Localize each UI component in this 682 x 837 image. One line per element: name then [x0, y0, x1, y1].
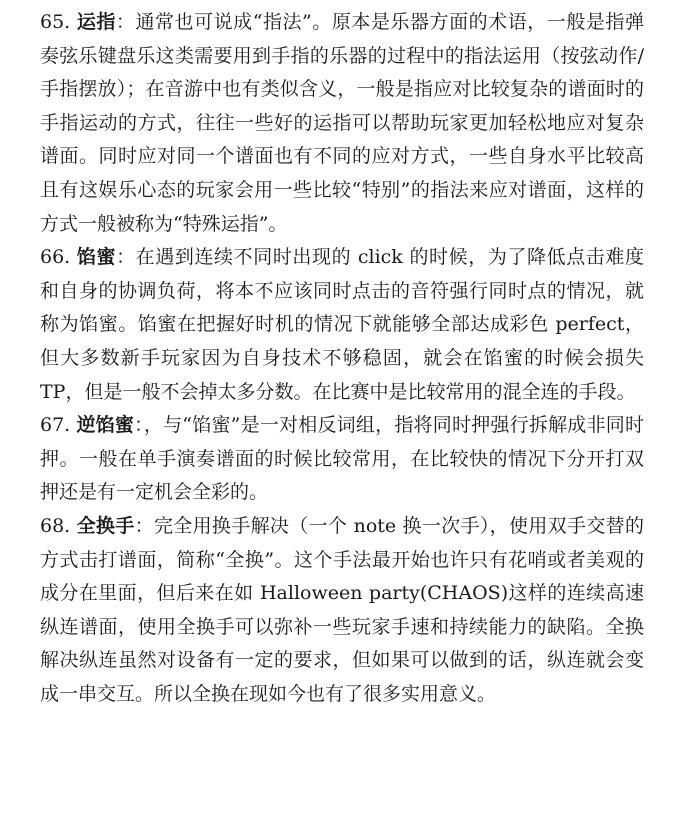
entry-separator: ： [134, 414, 144, 437]
entry-number: 67. [40, 414, 77, 437]
entry-separator: ： [116, 246, 136, 269]
entry-number: 68. [40, 514, 77, 537]
entry-definition: ，与“馅蜜”是一对相反词组，指将同时押强行拆解成非同时押。一般在单手演奏谱面的时候比较常用，在比较快的情况下分开打双押还是有一定机会全彩的。 [40, 414, 644, 504]
entry-number: 65. [40, 11, 77, 33]
glossary-entry-67 [40, 409, 644, 510]
entry-term: 全换手 [76, 514, 135, 537]
entry-term: 运指 [76, 11, 116, 33]
glossary-entry-66 [40, 241, 644, 409]
entry-term: 馅蜜 [76, 246, 117, 269]
entry-definition: 完全用换手解决（一个 note 换一次手），使用双手交替的方式击打谱面，简称“全换”。这个手法最开始也许只有花哨或者美观的成分在里面，但后来在如 Halloween party(CHAOS)这样的连续高速纵连谱面，使用全换手可以弥补一些玩家手速和持续能力的缺陷。全换解决纵连虽然对设备有一定的要求，但如果可以做到的话，纵连就会变成一串交互。所以全换在现如今也有了很多实用意义。 [40, 514, 644, 705]
glossary-entry-65 [40, 6, 644, 241]
glossary-entry-68 [40, 510, 644, 712]
entry-term: 逆馅蜜 [76, 414, 135, 437]
glossary-page [40, 6, 644, 711]
entry-separator: ： [115, 11, 136, 33]
entry-definition: 在遇到连续不同时出现的 click 的时候，为了降低点击难度和自身的协调负荷，将本不应该同时点击的音符强行同时点的情况，就称为馅蜜。馅蜜在把握好时机的情况下就能够全部达成彩色 perfect，但大多数新手玩家因为自身技术不够稳固，就会在馅蜜的时候会损失 TP，但是一般不会掉太多分数。在比赛中是比较常用的混全连的手段。 [40, 246, 644, 403]
entry-definition: 通常也可说成“指法”。原本是乐器方面的术语，一般是指弹奏弦乐键盘乐这类需要用到手指的乐器的过程中的指法运用（按弦动作/手指摆放）；在音游中也有类似含义，一般是指应对比较复杂的谱面时的手指运动的方式，往往一些好的运指可以帮助玩家更加轻松地应对复杂谱面。同时应对同一个谱面也有不同的应对方式，一些自身水平比较高且有这娱乐心态的玩家会用一些比较“特别”的指法来应对谱面，这样的方式一般被称为“特殊运指”。 [40, 11, 644, 235]
entry-number: 66. [40, 246, 77, 269]
entry-separator: ： [134, 514, 154, 537]
